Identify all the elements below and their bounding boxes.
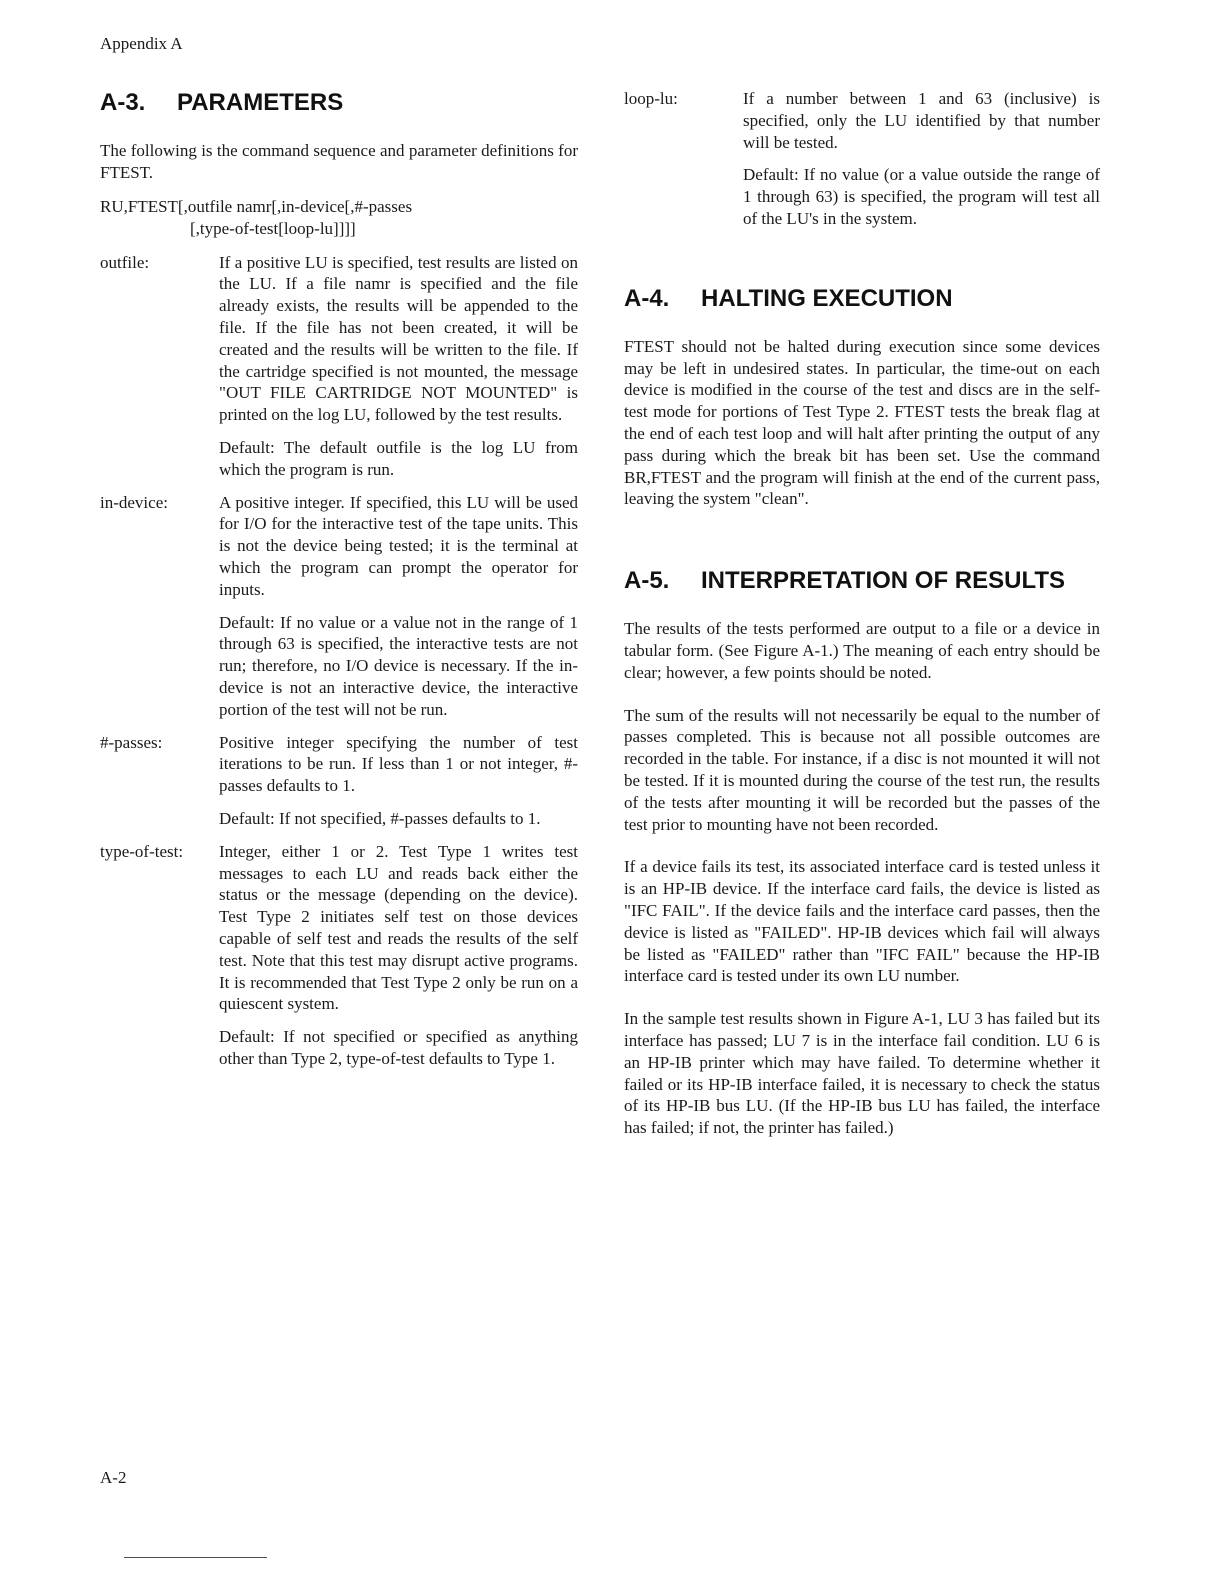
param-passes xyxy=(100,732,578,830)
param-default: Default: If not specified or specified as anything other than Type 2, type-of-test defaults to Type 1. xyxy=(219,1027,578,1068)
param-body xyxy=(219,732,578,830)
command-syntax xyxy=(100,196,578,240)
left-column xyxy=(100,88,578,1081)
param-body xyxy=(219,492,578,721)
param-description: A positive integer. If specified, this LU will be used for I/O for the interactive test of the tape units. This is not the device being tested; it is the terminal at which the program can prompt the operator for inputs. xyxy=(219,492,578,599)
param-term: type-of-test: xyxy=(100,841,184,861)
param-default: Default: The default outfile is the log LU from which the program is run. xyxy=(219,437,578,479)
paragraph: The results of the tests performed are output to a file or a device in tabular form. (See Figure A-1.) The meaning of each entry should be clear; however, a few points should be noted. xyxy=(624,619,1100,682)
page-number: A-2 xyxy=(100,1468,127,1487)
section-heading-a5 xyxy=(624,566,1100,596)
right-column xyxy=(624,88,1100,1139)
param-term: loop-lu: xyxy=(624,89,678,108)
param-term: in-device: xyxy=(100,492,168,512)
section-title: HALTING EXECUTION xyxy=(701,284,953,312)
param-loop-lu xyxy=(624,88,1100,230)
section-body-a4 xyxy=(624,336,1100,510)
section-number: A-4. xyxy=(624,284,670,312)
param-outfile xyxy=(100,252,578,481)
section-heading-a4 xyxy=(624,284,1100,314)
param-default: Default: If no value or a value not in the range of 1 through 63 is specified, the interactive tests are not run; therefore, no I/O device is necessary. If the in-device is not an interactive device, the interactive portion of the test will not be run. xyxy=(219,612,578,719)
param-term: #-passes: xyxy=(100,732,163,752)
intro-paragraph: The following is the command sequence and parameter definitions for FTEST. xyxy=(100,141,578,182)
param-in-device xyxy=(100,492,578,721)
param-description: If a positive LU is specified, test results are listed on the LU. If a file namr is specified and the file already exists, the results will be appended to the file. If the file has not been created, it will be created and the results will be written to the file. If the cartridge specified is not mounted, the message "OUT FILE CARTRIDGE NOT MOUNTED" is printed on the log LU, followed by the test results. xyxy=(219,252,578,425)
param-type-of-test xyxy=(100,841,578,1070)
param-body xyxy=(219,841,578,1070)
section-number: A-3. xyxy=(100,89,146,116)
param-description: Integer, either 1 or 2. Test Type 1 writes test messages to each LU and reads back either the status or the message (depending on the device). Test Type 2 initiates self test on those devices capable of self test and reads the results of the self test. Note that this test may disrupt active programs. It is recommended that Test Type 2 only be run on a quiescent system. xyxy=(219,841,578,1014)
param-term: outfile: xyxy=(100,252,150,272)
syntax-line-1: RU,FTEST[,outfile namr[,in-device[,#-passes xyxy=(100,196,413,216)
section-heading-a3 xyxy=(100,88,578,118)
section-body-a5 xyxy=(624,618,1100,1139)
syntax-line-2: [,type-of-test[loop-lu]]]] xyxy=(190,218,356,238)
paragraph: If a device fails its test, its associated interface card is tested unless it is an HP-IB device. If the interface card fails, the device is listed as "IFC FAIL". If the device fails and the interface card passes, then the device is listed as "FAILED". HP-IB devices which fail will always be listed as "FAILED" rather than "IFC FAIL" because the HP-IB interface card is tested under its own LU number. xyxy=(624,857,1100,986)
param-description: Positive integer specifying the number of test iterations to be run. If less than 1 or not integer, #-passes defaults to 1. xyxy=(219,732,578,796)
parameter-list xyxy=(100,252,578,1070)
paragraph: In the sample test results shown in Figure A-1, LU 3 has failed but its interface has passed; LU 7 is in the interface fail condition. LU 6 is an HP-IB printer which may have failed. To determine whether it failed or its HP-IB interface failed, it is necessary to check the status of its HP-IB bus LU. (If the HP-IB bus LU has failed, the interface has failed; if not, the printer has failed.) xyxy=(624,1009,1100,1138)
paragraph: FTEST should not be halted during execution since some devices may be left in undesired states. In particular, the time-out on each device is modified in the course of the test and discs are in the self-test mode for portions of Test Type 2. FTEST tests the break flag at the end of each test loop and will halt after printing the output of any pass during which the break bit has been set. Use the command BR,FTEST and the program will finish at the end of the current pass, leaving the system "clean". xyxy=(624,336,1100,509)
param-default: Default: If not specified, #-passes defaults to 1. xyxy=(219,808,541,828)
param-default: Default: If no value (or a value outside the range of 1 through 63) is specified, the program will test all of the LU's in the system. xyxy=(743,165,1100,228)
section-title: INTERPRETATION OF RESULTS xyxy=(701,567,1065,595)
section-title: PARAMETERS xyxy=(177,89,344,116)
section-number: A-5. xyxy=(624,567,670,595)
paragraph: The sum of the results will not necessarily be equal to the number of passes completed. This is because not all possible outcomes are recorded in the table. For instance, if a disc is not mounted it will not be tested. If it is mounted during the course of the test run, the results of the tests after mounting it will be recorded but the passes of the test prior to mounting have not been recorded. xyxy=(624,705,1100,834)
footer-rule xyxy=(124,1557,267,1558)
param-body xyxy=(743,88,1100,230)
param-body xyxy=(219,252,578,481)
param-description: If a number between 1 and 63 (inclusive) is specified, only the LU identified by that number will be tested. xyxy=(743,89,1100,152)
running-head: Appendix A xyxy=(100,34,183,53)
